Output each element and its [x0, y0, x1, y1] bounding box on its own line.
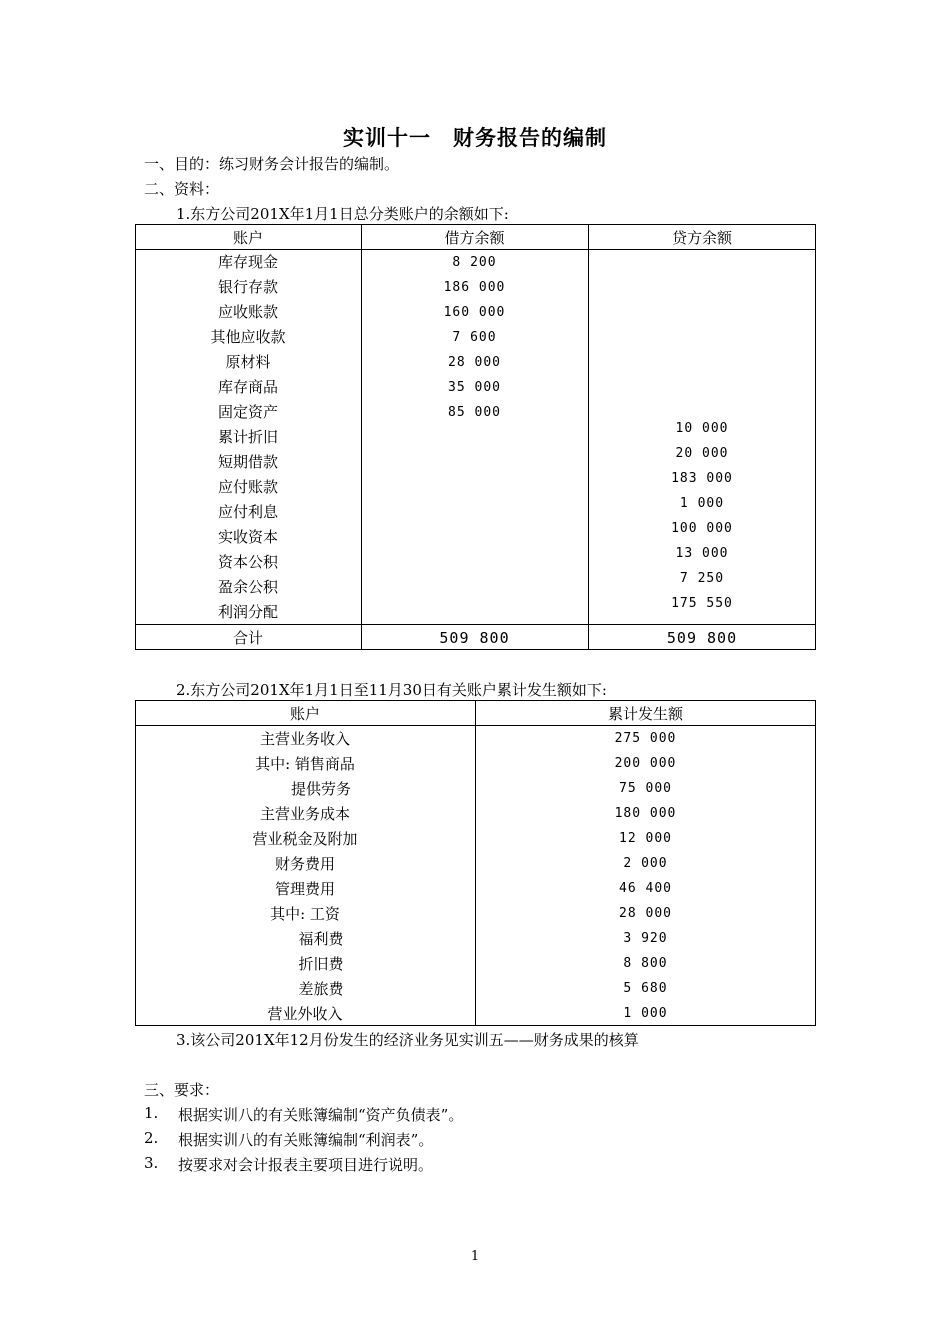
t2-header-account: 账户	[289, 705, 320, 723]
total-label: 合计	[232, 629, 263, 647]
item-1-caption: 1.东方公司201X年1月1日总分类账户的余额如下:	[176, 205, 509, 223]
credit-value: 20 000	[675, 446, 729, 461]
credit-value: 13 000	[675, 546, 729, 561]
section-purpose: 一、目的：练习财务会计报告的编制。	[144, 155, 400, 173]
row-account: 主营业务成本	[259, 805, 350, 823]
section-materials-heading: 二、资料：	[144, 180, 220, 198]
account-name: 银行存款	[217, 278, 278, 296]
row-account: 福利费	[298, 930, 344, 948]
total-credit: 509 800	[666, 629, 738, 647]
row-amount: 28 000	[619, 906, 672, 921]
row-account: 差旅费	[298, 980, 344, 998]
row-account: 营业税金及附加	[252, 830, 358, 848]
account-name: 固定资产	[217, 403, 278, 421]
account-name: 累计折旧	[217, 428, 278, 446]
debit-value: 85 000	[448, 405, 501, 420]
account-name: 其他应收款	[210, 328, 286, 346]
debit-value: 7 600	[452, 330, 497, 345]
credit-value: 1 000	[679, 496, 725, 511]
credit-value: 7 250	[679, 571, 725, 586]
t2-header-amount: 累计发生额	[607, 705, 683, 723]
row-account: 财务费用	[274, 855, 335, 873]
account-name: 应付账款	[217, 478, 278, 496]
row-amount: 200 000	[614, 756, 677, 771]
row-amount: 75 000	[619, 781, 672, 796]
account-name: 应付利息	[217, 503, 278, 521]
row-account: 管理费用	[274, 880, 335, 898]
account-name: 库存现金	[217, 253, 278, 271]
account-name: 盈余公积	[217, 578, 278, 596]
requirement-number: 1.	[144, 1104, 159, 1122]
requirement-text: 根据实训八的有关账簿编制“资产负债表”。	[178, 1106, 464, 1124]
account-name: 短期借款	[217, 453, 278, 471]
row-amount: 46 400	[619, 881, 672, 896]
item-3-caption: 3.该公司201X年12月份发生的经济业务见实训五——财务成果的核算	[176, 1031, 639, 1049]
page-title: 实训十一 财务报告的编制	[343, 125, 607, 150]
row-amount: 3 920	[623, 931, 668, 946]
account-name: 利润分配	[217, 603, 278, 621]
requirement-number: 3.	[144, 1154, 159, 1172]
page-number: 1	[470, 1249, 480, 1264]
credit-value: 175 550	[671, 596, 733, 611]
account-name: 库存商品	[217, 378, 278, 396]
row-amount: 1 000	[623, 1006, 668, 1021]
requirement-text: 按要求对会计报表主要项目进行说明。	[178, 1156, 434, 1174]
header-debit: 借方余额	[444, 229, 505, 247]
header-account: 账户	[232, 229, 263, 247]
row-amount: 5 680	[623, 981, 668, 996]
row-account: 提供劳务	[290, 780, 351, 798]
row-account: 折旧费	[298, 955, 344, 973]
row-amount: 2 000	[623, 856, 668, 871]
account-name: 应收账款	[217, 303, 278, 321]
debit-value: 160 000	[443, 305, 506, 320]
row-account: 其中: 销售商品	[255, 755, 355, 773]
row-amount: 180 000	[614, 806, 677, 821]
account-name: 资本公积	[217, 553, 278, 571]
debit-value: 8 200	[452, 255, 497, 270]
credit-list	[588, 416, 816, 616]
credit-value: 10 000	[675, 421, 729, 436]
debit-list	[361, 250, 588, 425]
row-account: 其中: 工资	[270, 905, 340, 923]
requirement-number: 2.	[144, 1129, 159, 1147]
row-account: 主营业务收入	[259, 730, 350, 748]
row-amount: 275 000	[614, 731, 677, 746]
requirement-text: 根据实训八的有关账簿编制“利润表”。	[178, 1131, 434, 1149]
debit-value: 186 000	[443, 280, 506, 295]
section-requirements-heading: 三、要求：	[144, 1081, 220, 1099]
debit-value: 28 000	[448, 355, 501, 370]
row-amount: 8 800	[623, 956, 668, 971]
account-name: 实收资本	[217, 528, 278, 546]
account-list	[135, 250, 361, 625]
header-credit: 贷方余额	[671, 229, 732, 247]
credit-value: 183 000	[671, 471, 733, 486]
row-amount: 12 000	[619, 831, 672, 846]
total-debit: 509 800	[439, 629, 510, 647]
item-2-caption: 2.东方公司201X年1月1日至11月30日有关账户累计发生额如下:	[176, 681, 607, 699]
row-account: 营业外收入	[267, 1005, 343, 1023]
account-name: 原材料	[225, 353, 271, 371]
credit-value: 100 000	[671, 521, 733, 536]
debit-value: 35 000	[448, 380, 501, 395]
